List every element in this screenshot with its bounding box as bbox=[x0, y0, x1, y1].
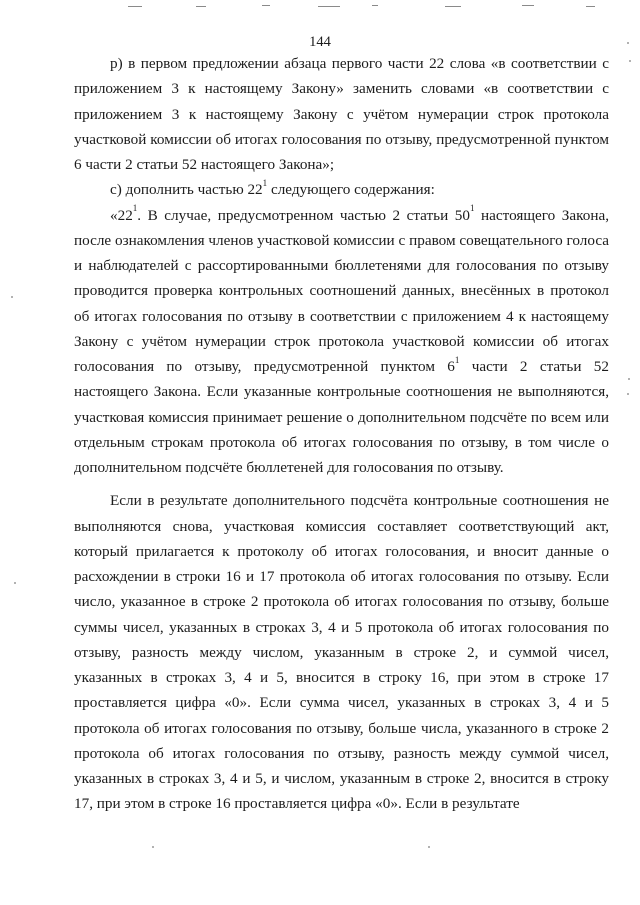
superscript: 1 bbox=[262, 178, 268, 189]
paragraph-text: настоящего Закона, после ознакомления членов участковой комиссии с правом совещательного голоса и наблюдателей с рассортированными бюллетенями для голосования по отзыву проводится проверка контрольных соотношений данных, внесённых в протокол об итогах голосования по отзыву в соответствии с приложением 4 к настоящему Закону с учётом нумерации строк протокола участковой комиссии об итогах голосования по отзыву, предусмотренной пунктом 6 bbox=[74, 206, 610, 375]
paragraph-part-22-1 bbox=[74, 203, 609, 481]
superscript: 1 bbox=[454, 354, 460, 365]
paragraph-text: с) дополнить частью 22 bbox=[110, 181, 263, 199]
scan-artifact bbox=[128, 6, 142, 7]
superscript: 1 bbox=[469, 203, 475, 214]
scan-artifact bbox=[428, 846, 430, 848]
scan-artifact bbox=[629, 60, 631, 62]
scan-artifact bbox=[445, 6, 461, 7]
paragraph-text: части 2 статьи 52 настоящего Закона. Если указанные контрольные соотношения не выполняются, участковая комиссия принимает решение о дополнительном подсчёте по всем или отдельным строкам протокола об итогах голосования по отзыву, в том числе о дополнительном подсчёте бюллетеней для голосования по отзыву. bbox=[74, 358, 609, 476]
page-number: 144 bbox=[309, 34, 331, 50]
paragraph-text: . В случае, предусмотренном частью 2 статьи 50 bbox=[137, 206, 470, 224]
paragraph-recount-discrepancy: Если в результате дополнительного подсчёта контрольные соотношения не выполняются снова, участковая комиссия составляет соответствующий акт, который прилагается к протоколу об итогах голосования, и вносит данные о расхождении в строки 16 и 17 протокола об итогах голосования по отзыву. Если число, указанное в строке 2 протокола об итогах голосования по отзыву, больше суммы чисел, указанных в строках 3, 4 и 5 протокола об итогах голосования по отзыву, разность между числом, указанным в строке 2, и суммой чисел, указанных в строках 3, 4 и 5, вносится в строку 16, при этом в строке 17 проставляется цифра «0». Если сумма чисел, указанных в строках 3, 4 и 5 протокола об итогах голосования по отзыву, больше числа, указанного в строке 2 протокола об итогах голосования по отзыву, разность между суммой чисел, указанных в строках 3, 4 и 5, и числом, указанным в строке 2, вносится в строку 17, при этом в строке 16 проставляется цифра «0». Если в результате bbox=[74, 492, 609, 813]
superscript: 1 bbox=[132, 203, 138, 214]
scan-artifact bbox=[627, 393, 629, 395]
scan-artifact bbox=[14, 582, 16, 584]
document-body bbox=[74, 51, 609, 817]
scan-artifact bbox=[522, 5, 534, 6]
paragraph-text: следующего содержания: bbox=[267, 181, 435, 199]
scan-artifact bbox=[586, 6, 595, 7]
paragraph-text: «22 bbox=[110, 206, 133, 224]
scan-artifact bbox=[318, 6, 340, 7]
paragraph-item-s bbox=[74, 177, 609, 202]
scan-artifact bbox=[196, 6, 206, 7]
scan-artifact bbox=[372, 5, 378, 6]
paragraph-item-r: р) в первом предложении абзаца первого части 22 слова «в соответствии с приложением 3 к настоящему Закону» заменить словами «в соответствии с приложением 3 к настоящему Закону с учётом нумерации строк протокола участковой комиссии об итогах голосования по отзыву, предусмотренной пунктом 6 части 2 статьи 52 настоящего Закона»; bbox=[74, 55, 609, 173]
scan-artifact bbox=[628, 378, 630, 380]
scan-artifact bbox=[152, 846, 154, 848]
scan-artifact bbox=[11, 296, 13, 298]
scan-artifact bbox=[262, 5, 270, 6]
